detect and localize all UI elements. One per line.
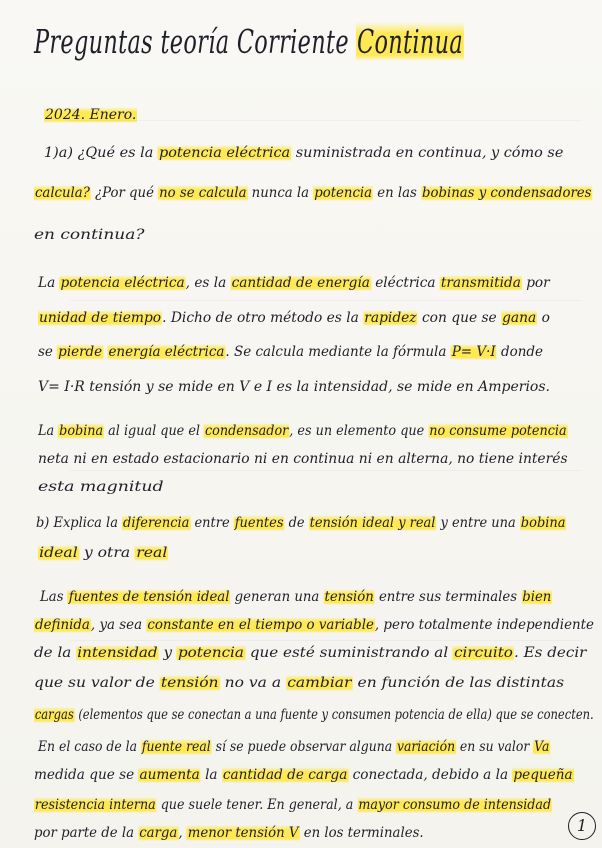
- line-text: de: [284, 515, 309, 531]
- line-text: . Dicho de otro método es la: [162, 310, 364, 326]
- line-text: generan una: [230, 589, 324, 605]
- line-text: ,: [178, 825, 187, 841]
- line-text: y entre una: [436, 515, 520, 531]
- title-highlight: Continua: [357, 22, 464, 61]
- show-through-line: [70, 640, 582, 641]
- text-line: [34, 224, 144, 246]
- text-line: [34, 764, 574, 786]
- date-label: [44, 106, 137, 124]
- line-text: que suele tener. En general, a: [156, 797, 358, 813]
- text-line: [36, 512, 566, 534]
- line-text: sí se puede observar alguna: [211, 739, 397, 755]
- line-text: . Se calcula mediante la fórmula: [225, 344, 451, 360]
- highlighted-text: potencia: [314, 185, 373, 201]
- line-text: b) Explica la: [36, 515, 123, 531]
- highlighted-text: potencia eléctrica: [60, 275, 185, 291]
- highlighted-text: unidad de tiempo: [39, 310, 162, 326]
- highlighted-text: definida: [34, 617, 90, 633]
- highlighted-text: pierde: [58, 344, 103, 360]
- line-text: y otra: [78, 545, 136, 561]
- line-text: La: [38, 275, 60, 291]
- highlighted-text: menor tensión V: [187, 825, 299, 841]
- line-text: en los terminales.: [299, 825, 424, 841]
- text-line: [34, 704, 594, 726]
- highlighted-text: circuito: [454, 645, 513, 661]
- text-line: [38, 307, 550, 329]
- highlighted-text: potencia eléctrica: [158, 145, 291, 161]
- highlighted-text: intensidad: [77, 645, 158, 661]
- line-text: en su valor: [455, 739, 534, 755]
- text-line: [38, 476, 164, 498]
- highlighted-text: carga: [139, 825, 178, 841]
- highlighted-text: cantidad de carga: [222, 767, 348, 783]
- highlighted-text: fuentes: [234, 515, 284, 531]
- highlighted-text: fuentes de tensión ideal: [68, 589, 230, 605]
- highlighted-text: condensador: [204, 423, 289, 439]
- show-through-line: [70, 470, 582, 471]
- highlighted-text: ideal: [39, 545, 78, 561]
- line-text: que su valor de: [34, 675, 160, 691]
- highlighted-text: fuente real: [141, 739, 211, 755]
- line-text: Las: [40, 589, 68, 605]
- line-text: , es un elemento que: [289, 423, 429, 439]
- line-text: con que se: [417, 310, 502, 326]
- highlighted-text: energía eléctrica: [108, 344, 225, 360]
- highlighted-text: potencia: [177, 645, 244, 661]
- highlighted-text: P= V·I: [451, 344, 496, 360]
- text-line: [40, 586, 552, 608]
- line-text: no va a: [219, 675, 287, 691]
- text-line: [34, 182, 592, 204]
- text-line: [34, 614, 594, 636]
- line-text: entre: [190, 515, 234, 531]
- show-through-line: [70, 120, 582, 121]
- text-line: [38, 376, 550, 398]
- line-text: esta magnitud: [38, 479, 164, 495]
- highlighted-text: no consume potencia: [429, 423, 567, 439]
- highlighted-text: mayor consumo de intensidad: [358, 797, 552, 813]
- line-text: al igual que el: [104, 423, 205, 439]
- highlighted-text: calcula?: [34, 185, 90, 201]
- line-text: la: [200, 767, 222, 783]
- highlighted-text: bobina: [59, 423, 104, 439]
- line-text: V= I·R tensión y se mide en V e I es la intensidad, se mide en Amperios.: [38, 379, 551, 395]
- line-text: suministrada en continua, y cómo se: [291, 145, 564, 161]
- line-text: que esté suministrando al: [245, 645, 453, 661]
- highlighted-text: cantidad de energía: [231, 275, 370, 291]
- highlighted-text: diferencia: [123, 515, 190, 531]
- text-line: [34, 672, 564, 694]
- text-line: [38, 341, 543, 363]
- highlighted-text: aumenta: [139, 767, 200, 783]
- highlighted-text: bien: [522, 589, 552, 605]
- text-line: [34, 794, 552, 816]
- line-text: conectada, debido a la: [348, 767, 513, 783]
- highlighted-text: cambiar: [287, 675, 352, 691]
- line-text: En el caso de la: [38, 739, 141, 755]
- text-line: [34, 642, 586, 664]
- line-text: , pero totalmente independiente: [374, 617, 594, 633]
- line-text: (elementos que se conectan a una fuente y consumen potencia de ella) que se conecten.: [74, 707, 594, 723]
- page-number: 1: [568, 812, 596, 840]
- highlighted-text: pequeña: [513, 767, 573, 783]
- highlighted-text: constante en el tiempo o variable: [147, 617, 374, 633]
- text-line: [38, 542, 168, 564]
- line-text: o: [537, 310, 550, 326]
- text-line: [44, 142, 563, 164]
- line-text: entre sus terminales: [374, 589, 522, 605]
- line-text: , ya sea: [90, 617, 147, 633]
- highlighted-text: tensión: [324, 589, 374, 605]
- highlighted-text: tensión: [160, 675, 219, 691]
- line-text: donde: [496, 344, 544, 360]
- highlighted-text: bobina: [520, 515, 566, 531]
- line-text: medida que se: [34, 767, 139, 783]
- highlighted-text: bobinas y condensadores: [422, 185, 592, 201]
- page-title: [34, 22, 464, 62]
- highlighted-text: transmitida: [440, 275, 521, 291]
- highlighted-text: gana: [502, 310, 537, 326]
- line-text: neta ni en estado estacionario ni en continua ni en alterna, no tiene interés: [38, 451, 568, 467]
- line-text: por parte de la: [34, 825, 139, 841]
- highlighted-text: cargas: [34, 707, 74, 723]
- line-text: ¿Por qué: [90, 185, 159, 201]
- line-text: . Es decir: [513, 645, 587, 661]
- line-text: de la: [34, 645, 77, 661]
- date-highlight: 2024. Enero.: [45, 107, 137, 123]
- highlighted-text: rapidez: [364, 310, 417, 326]
- line-text: en las: [373, 185, 422, 201]
- text-line: [38, 420, 568, 442]
- line-text: y: [158, 645, 177, 661]
- text-line: [34, 822, 424, 844]
- highlighted-text: Va: [534, 739, 550, 755]
- line-text: en continua?: [34, 227, 145, 243]
- line-text: se: [38, 344, 58, 360]
- line-text: nunca la: [247, 185, 314, 201]
- highlighted-text: resistencia interna: [34, 797, 156, 813]
- show-through-line: [70, 300, 582, 301]
- line-text: La: [38, 423, 59, 439]
- highlighted-text: no se calcula: [159, 185, 247, 201]
- highlighted-text: real: [136, 545, 168, 561]
- line-text: en función de las distintas: [352, 675, 565, 691]
- highlighted-text: variación: [396, 739, 456, 755]
- line-text: por: [521, 275, 550, 291]
- text-line: [38, 736, 550, 758]
- title-text: Preguntas teoría Corriente: [34, 22, 357, 61]
- text-line: [38, 448, 568, 470]
- line-text: , es la: [185, 275, 231, 291]
- line-text: 1)a) ¿Qué es la: [44, 145, 158, 161]
- highlighted-text: tensión ideal y real: [309, 515, 436, 531]
- line-text: eléctrica: [370, 275, 440, 291]
- text-line: [38, 272, 550, 294]
